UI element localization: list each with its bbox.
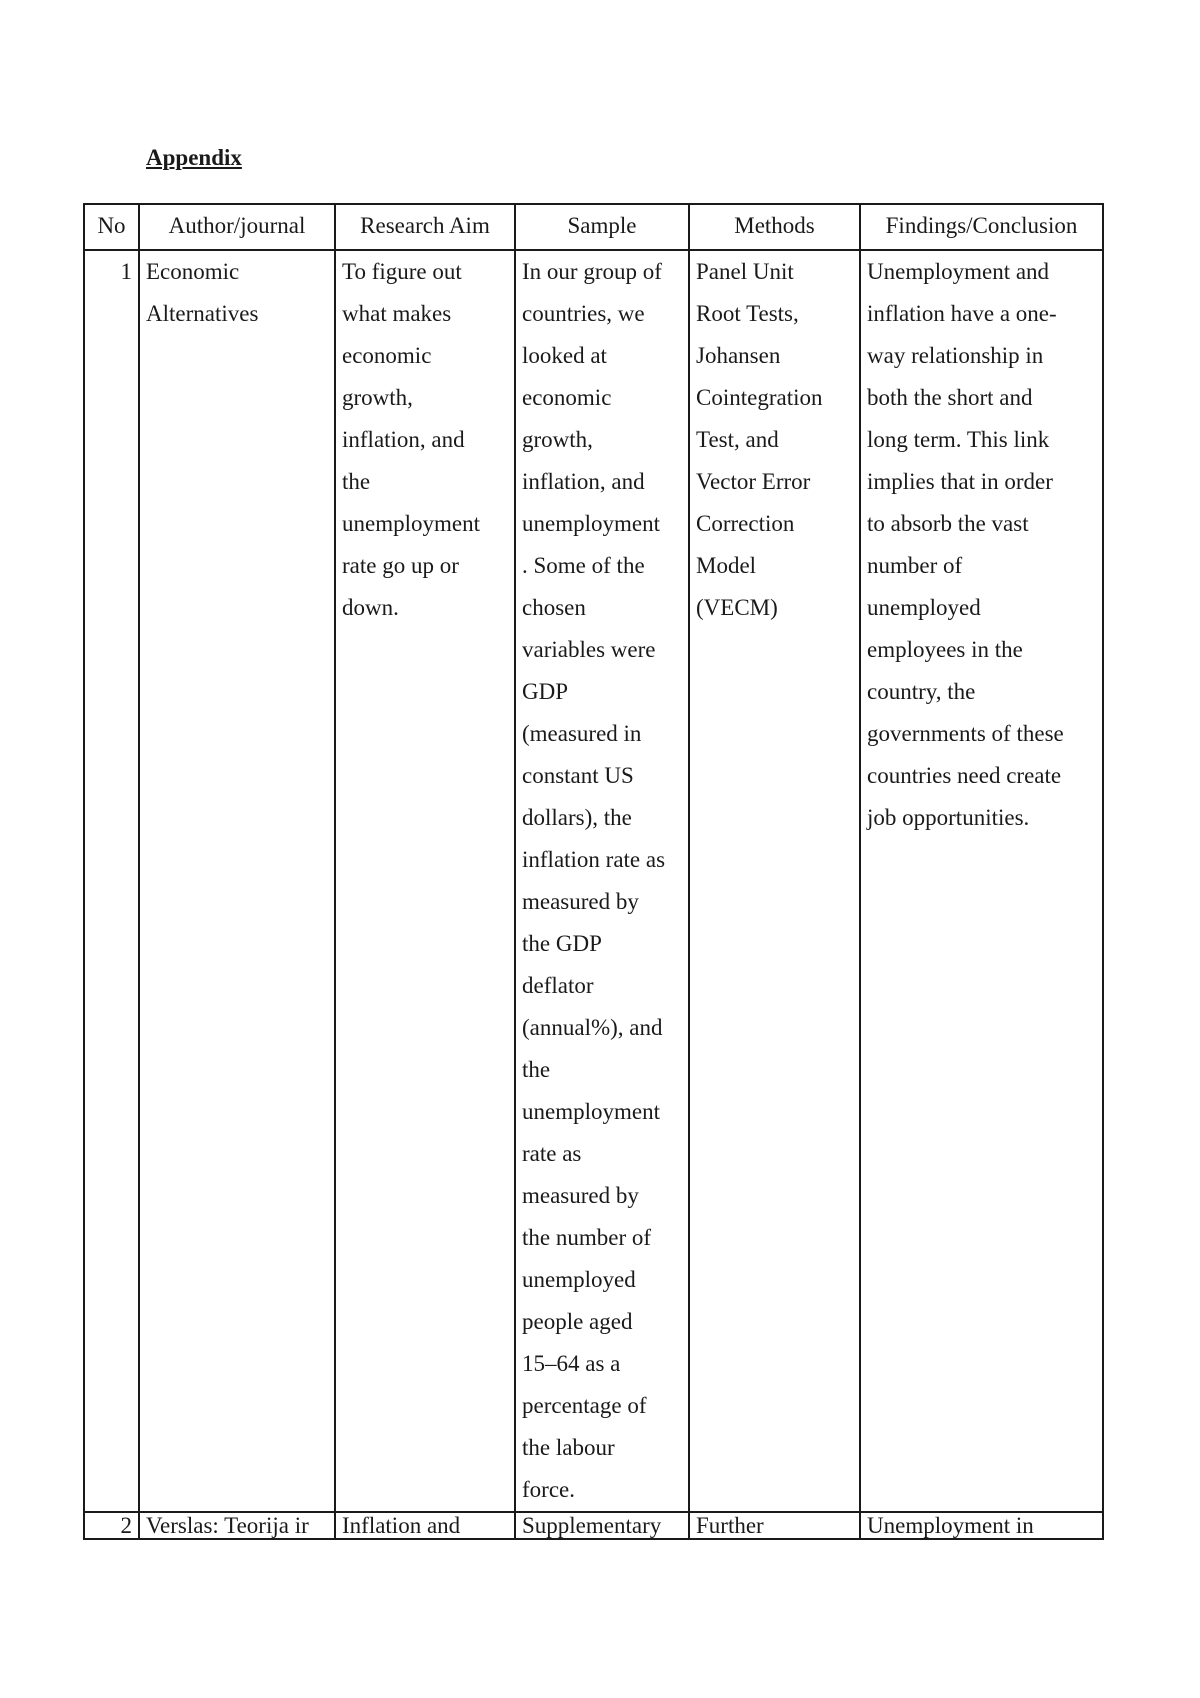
cell-no: 2 <box>84 1512 139 1539</box>
header-sample: Sample <box>515 204 689 250</box>
cell-research-aim: To figure out what makes economic growth, inflation, and the unemployment rate go up or down. <box>335 250 515 1512</box>
cell-findings-conclusion: Unemployment in <box>860 1512 1103 1539</box>
table-header-row <box>84 204 1103 250</box>
cell-methods: Panel Unit Root Tests, Johansen Cointegration Test, and Vector Error Correction Model (VECM) <box>689 250 860 1512</box>
header-author-journal: Author/journal <box>139 204 335 250</box>
cell-author-journal: Economic Alternatives <box>139 250 335 1512</box>
cell-sample: In our group of countries, we looked at economic growth, inflation, and unemployment . Some of the chosen variables were GDP (measured in constant US dollars), the inflation rate as measured by the GDP deflator (annual%), and the unemployment rate as measured by the number of unemployed people aged 15–64 as a percentage of the labour force. <box>515 250 689 1512</box>
header-methods: Methods <box>689 204 860 250</box>
cell-author-journal: Verslas: Teorija ir <box>139 1512 335 1539</box>
header-findings-conclusion: Findings/Conclusion <box>860 204 1103 250</box>
table-row <box>84 250 1103 1512</box>
table-row <box>84 1512 1103 1539</box>
cell-research-aim: Inflation and <box>335 1512 515 1539</box>
literature-review-table <box>83 203 1104 1540</box>
cell-findings-conclusion: Unemployment and inflation have a one- way relationship in both the short and long term. This link implies that in order to absorb the vast number of unemployed employees in the country, the governments of these countries need create job opportunities. <box>860 250 1103 1512</box>
appendix-heading: Appendix <box>146 145 242 170</box>
cell-methods: Further <box>689 1512 860 1539</box>
cell-sample: Supplementary <box>515 1512 689 1539</box>
header-no: No <box>84 204 139 250</box>
header-research-aim: Research Aim <box>335 204 515 250</box>
cell-no: 1 <box>84 250 139 1512</box>
